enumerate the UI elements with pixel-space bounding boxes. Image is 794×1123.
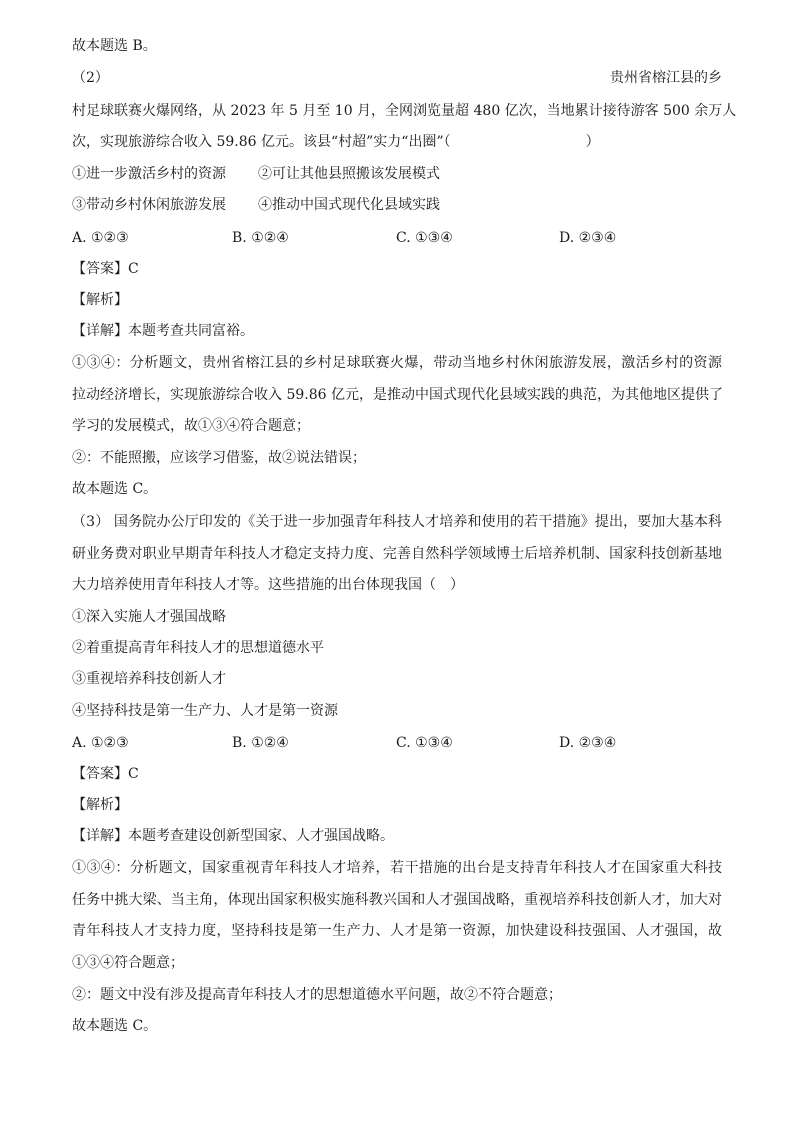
q2-option-b: B. ①②④ (232, 230, 289, 246)
q3-option-b: B. ①②④ (232, 735, 289, 751)
q2-statement-2: ②可让其他县照搬该发展模式 (258, 166, 440, 182)
q3-stem-line3: 大力培养使用青年科技人才等。这些措施的出台体现我国（ ） (72, 577, 464, 593)
q2-stem-start: 贵州省榕江县的乡 (610, 70, 722, 86)
q2-detail-heading: 【详解】本题考查共同富裕。 (72, 323, 254, 339)
q3-answer: 【答案】C (72, 766, 139, 782)
q1-conclusion: 故本题选 B。 (72, 38, 157, 54)
q3-statement-1: ①深入实施人才强国战略 (72, 609, 226, 625)
q3-stem-line1: （3） 国务院办公厅印发的《关于进一步加强青年科技人才培养和使用的若干措施》提出，要加大基本科 (72, 514, 722, 530)
q3-analysis-heading: 【解析】 (72, 797, 128, 813)
q2-number: （2） (72, 70, 109, 86)
q3-option-c: C. ①③④ (396, 735, 453, 751)
q3-option-d: D. ②③④ (559, 735, 617, 751)
q2-explanation-line2: 拉动经济增长，实现旅游综合收入 59.86 亿元，是推动中国式现代化县域实践的典范，为其他地区提供了 (72, 387, 723, 403)
q2-stem-line3-text: 次，实现旅游综合收入 59.86 亿元。该县“村超”实力“出圈”（ (72, 134, 451, 150)
q3-explanation-line2: 任务中挑大梁、当主角，体现出国家积极实施科教兴国和人才强国战略，重视培养科技创新人才，加大对 (72, 892, 722, 908)
q3-option-a: A. ①②③ (72, 735, 129, 751)
q3-detail-heading: 【详解】本题考查建设创新型国家、人才强国战略。 (72, 828, 394, 844)
q2-option-d: D. ②③④ (559, 230, 617, 246)
q2-statement-4: ④推动中国式现代化县域实践 (258, 197, 440, 213)
q3-statement-2: ②着重提高青年科技人才的思想道德水平 (72, 640, 324, 656)
q2-option-c: C. ①③④ (396, 230, 453, 246)
q2-statement-3: ③带动乡村休闲旅游发展 (72, 197, 226, 213)
q3-explanation-line4: ①③④符合题意； (72, 955, 184, 971)
q3-statement-4: ④坚持科技是第一生产力、人才是第一资源 (72, 703, 338, 719)
q2-stem-line2: 村足球联赛火爆网络，从 2023 年 5 月至 10 月，全网浏览量超 480 亿次，当地累计接待游客 500 余万人 (72, 103, 737, 119)
q3-explanation-line1: ①③④：分析题文，国家重视青年科技人才培养，若干措施的出台是支持青年科技人才在国家重大科技 (72, 860, 722, 876)
q3-explanation-line3: 青年科技人才支持力度，坚持科技是第一生产力、人才是第一资源，加快建设科技强国、人才强国，故 (72, 923, 722, 939)
q2-bracket-close: ） (585, 134, 600, 150)
q3-explanation-line5: ②：题文中没有涉及提高青年科技人才的思想道德水平问题，故②不符合题意； (72, 987, 562, 1003)
q2-analysis-heading: 【解析】 (72, 292, 128, 308)
q2-explanation-line1: ①③④：分析题文，贵州省榕江县的乡村足球联赛火爆，带动当地乡村休闲旅游发展，激活乡村的资源 (72, 355, 722, 371)
q2-explanation-line4: ②：不能照搬，应该学习借鉴，故②说法错误； (72, 450, 366, 466)
q2-option-a: A. ①②③ (72, 230, 129, 246)
q3-statement-3: ③重视培养科技创新人才 (72, 671, 226, 687)
q2-statement-1: ①进一步激活乡村的资源 (72, 166, 226, 182)
q2-stem-line3 (72, 132, 722, 152)
q3-stem-line2: 研业务费对职业早期青年科技人才稳定支持力度、完善自然科学领域博士后培养机制、国家科技创新基地 (72, 546, 722, 562)
q3-conclusion: 故本题选 C。 (72, 1018, 158, 1034)
q2-explanation-line3: 学习的发展模式，故①③④符合题意； (72, 418, 310, 434)
q2-answer: 【答案】C (72, 261, 139, 277)
q2-conclusion: 故本题选 C。 (72, 481, 158, 497)
